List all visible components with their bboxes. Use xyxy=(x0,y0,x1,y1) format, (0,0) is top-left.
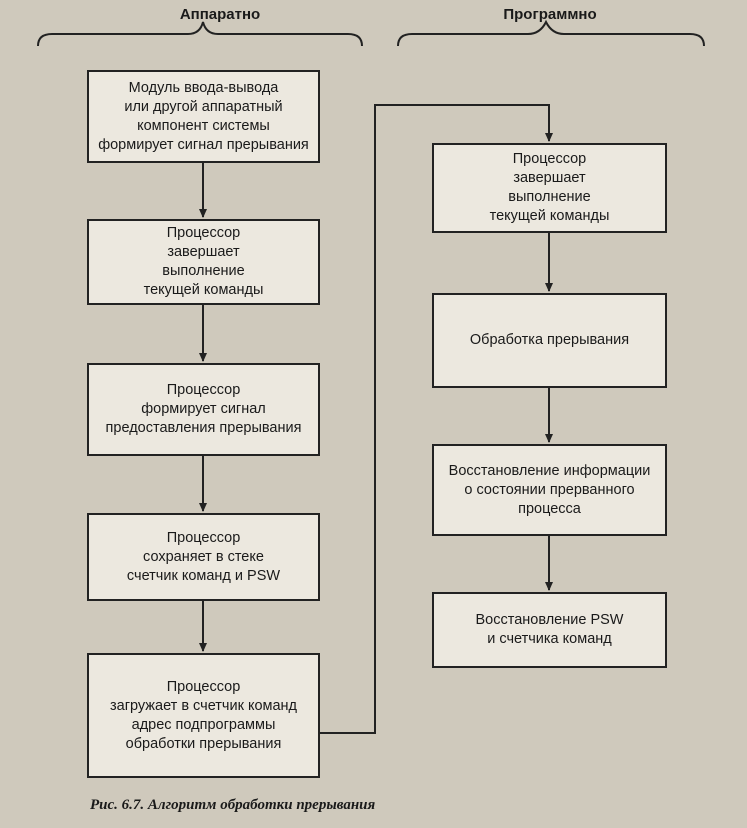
step-sw-restore-psw-pc: Восстановление PSW и счетчика команд xyxy=(432,592,667,668)
step-hw-load-handler-address: Процессор загружает в счетчик команд адрес подпрограммы обработки прерывания xyxy=(87,653,320,778)
step-hw-interrupt-signal: Модуль ввода-вывода или другой аппаратный компонент системы формирует сигнал прерывания xyxy=(87,70,320,163)
step-sw-restore-process-state: Восстановление информации о состоянии прерванного процесса xyxy=(432,444,667,536)
step-sw-finish-instruction: Процессор завершает выполнение текущей команды xyxy=(432,143,667,233)
step-sw-handle-interrupt: Обработка прерывания xyxy=(432,293,667,388)
brace-left xyxy=(38,22,362,46)
heading-hardware: Аппаратно xyxy=(179,6,261,23)
brace-right xyxy=(398,22,704,46)
step-hw-save-pc-psw: Процессор сохраняет в стеке счетчик команд и PSW xyxy=(87,513,320,601)
heading-software: Программно xyxy=(503,6,597,23)
step-hw-finish-instruction: Процессор завершает выполнение текущей команды xyxy=(87,219,320,305)
figure-caption: Рис. 6.7. Алгоритм обработки прерывания xyxy=(90,797,376,813)
step-hw-acknowledge-signal: Процессор формирует сигнал предоставления прерывания xyxy=(87,363,320,456)
